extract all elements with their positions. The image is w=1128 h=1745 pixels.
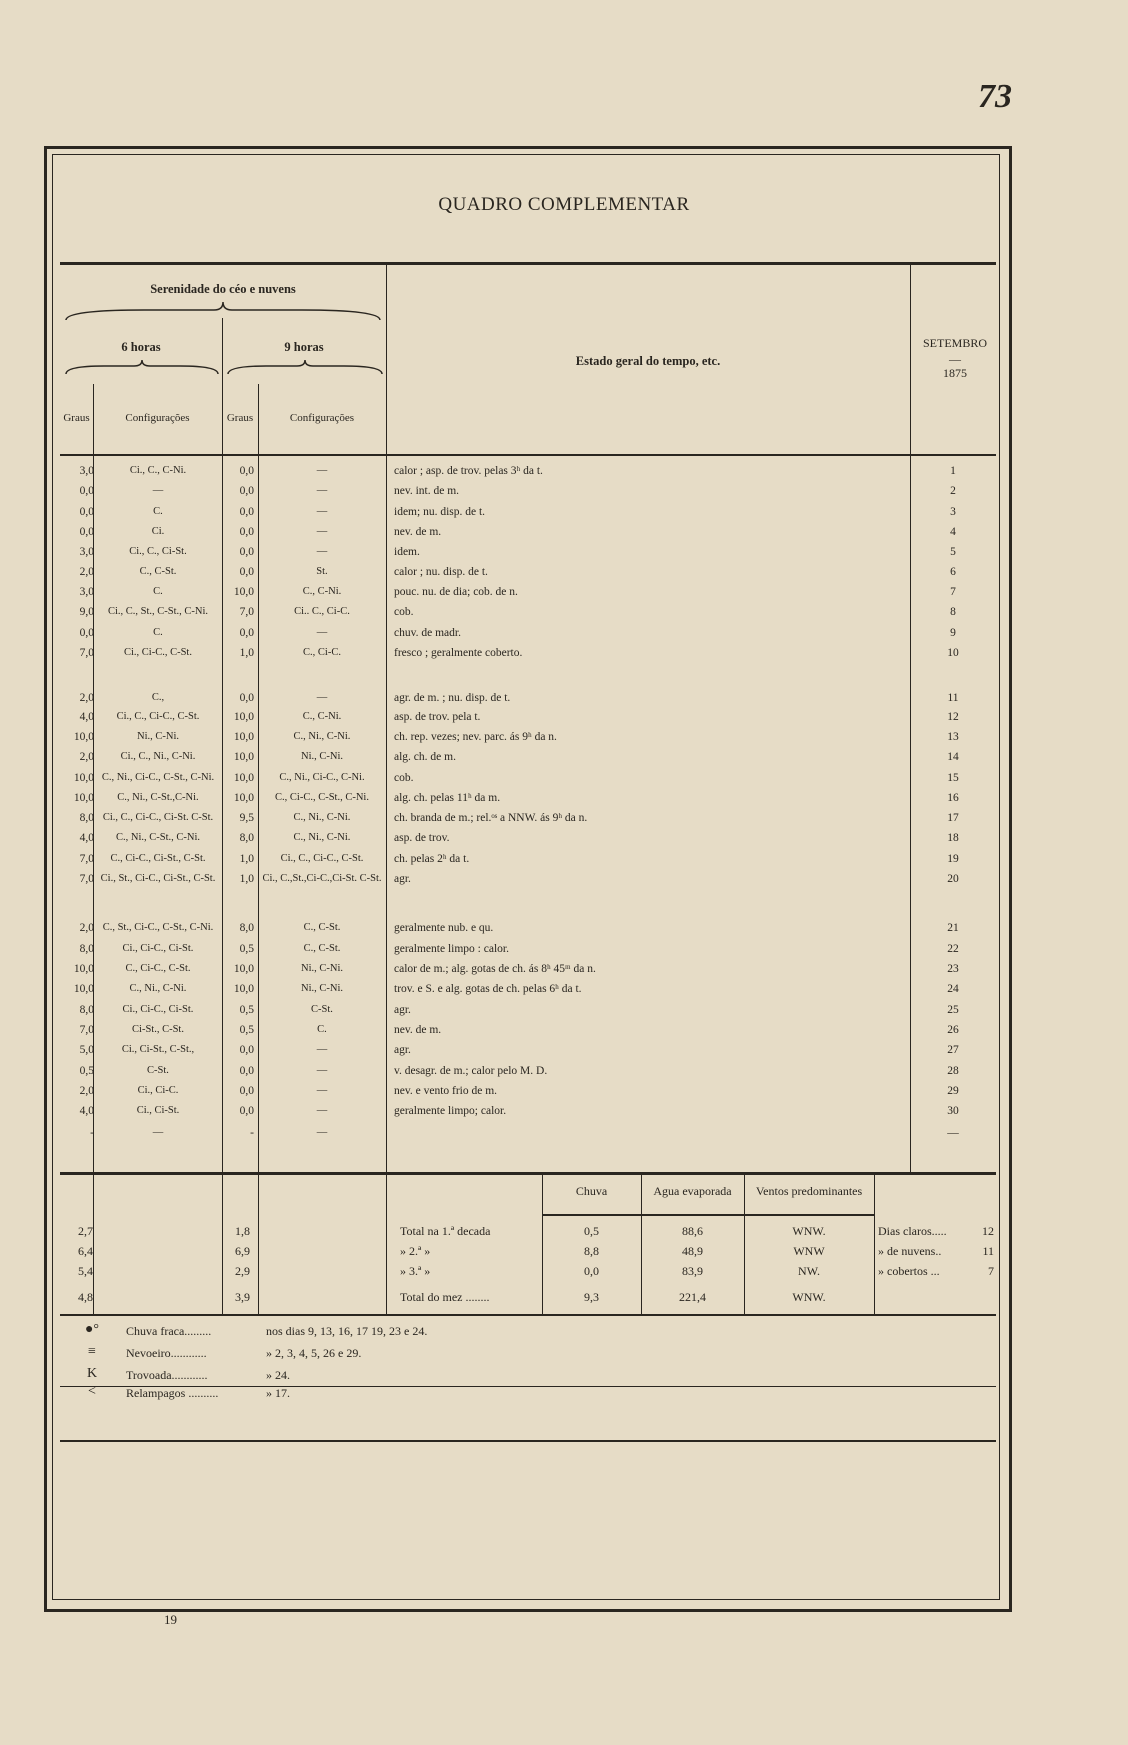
table-row bbox=[60, 623, 996, 643]
sum-graus-6h: 2,7 bbox=[78, 1224, 93, 1238]
config-9h: C., C-St. bbox=[303, 943, 341, 954]
table-row bbox=[60, 707, 996, 727]
graus-6h: 4,0 bbox=[79, 1105, 94, 1117]
day-number: 21 bbox=[947, 922, 959, 934]
estado: ch. pelas 2ʰ da t. bbox=[394, 853, 470, 865]
day-number: 17 bbox=[947, 812, 959, 824]
graus-6h: 5,0 bbox=[79, 1044, 94, 1056]
config-9h: — bbox=[316, 526, 328, 537]
config-9h: C., Ni., C-Ni. bbox=[293, 731, 351, 742]
summary-bottom-rule bbox=[60, 1314, 996, 1316]
meteor-label: Relampagos .......... bbox=[126, 1386, 219, 1400]
config-6h: Ni., C-Ni. bbox=[137, 731, 179, 742]
graus-9h: 0,0 bbox=[239, 627, 254, 639]
header-bottom-rule bbox=[60, 454, 996, 456]
day-number: 23 bbox=[947, 963, 959, 975]
graus-9h: 0,5 bbox=[239, 1024, 254, 1036]
graus-6h: 7,0 bbox=[79, 1024, 94, 1036]
graus-6h: 7,0 bbox=[79, 647, 94, 659]
table-row bbox=[60, 562, 996, 582]
header-estado: Estado geral do tempo, etc. bbox=[575, 354, 721, 368]
header-year: 1875 bbox=[943, 366, 967, 380]
graus-9h: 7,0 bbox=[239, 606, 254, 618]
config-9h: C. bbox=[317, 1024, 327, 1035]
day-number: 18 bbox=[947, 832, 959, 844]
meteor-label: Nevoeiro............ bbox=[126, 1346, 207, 1360]
config-6h: Ci., C., St., C-St., C-Ni. bbox=[107, 606, 209, 617]
graus-9h: 10,0 bbox=[233, 751, 254, 763]
graus-9h: 0,0 bbox=[239, 1105, 254, 1117]
table-row bbox=[60, 688, 996, 708]
sum-graus-9h: 1,8 bbox=[235, 1224, 250, 1238]
graus-9h: 9,5 bbox=[239, 812, 254, 824]
graus-9h: 0,0 bbox=[239, 526, 254, 538]
header-month: SETEMBRO bbox=[922, 336, 987, 350]
day-number: 24 bbox=[947, 983, 959, 995]
graus-9h: 1,0 bbox=[239, 853, 254, 865]
header-graus-6h: Graus bbox=[63, 412, 90, 424]
config-6h: C., Ci-C., C-St. bbox=[125, 963, 191, 974]
graus-9h: 10,0 bbox=[233, 731, 254, 743]
graus-6h: 10,0 bbox=[73, 792, 94, 804]
day-number: 26 bbox=[947, 1024, 959, 1036]
sum-header-agua: Agua evaporada bbox=[653, 1184, 732, 1198]
sum-dias-label: » cobertos ... bbox=[878, 1264, 940, 1278]
graus-9h: 10,0 bbox=[233, 792, 254, 804]
sum-sub-rule bbox=[542, 1214, 874, 1216]
graus-6h: 3,0 bbox=[79, 546, 94, 558]
blank-rule bbox=[60, 1440, 996, 1442]
config-6h: Ci., C., Ni., C-Ni. bbox=[120, 751, 196, 762]
sum-dias-count: 12 bbox=[982, 1224, 994, 1238]
sum-vento: NW. bbox=[798, 1264, 820, 1278]
estado: pouc. nu. de dia; cob. de n. bbox=[394, 586, 518, 598]
config-6h: Ci., Ci-C., Ci-St. bbox=[122, 1004, 194, 1015]
day-number: 6 bbox=[950, 566, 956, 578]
day-number: 1 bbox=[950, 465, 956, 477]
graus-6h: 2,0 bbox=[79, 692, 94, 704]
graus-9h: 10,0 bbox=[233, 963, 254, 975]
estado: ch. branda de m.; rel.ᵒˢ a NNW. ás 9ʰ da n. bbox=[394, 812, 588, 824]
day-number: 2 bbox=[950, 485, 956, 497]
table-row bbox=[60, 768, 996, 788]
page-number: 73 bbox=[978, 78, 1012, 115]
meteor-symbol-icon: < bbox=[88, 1384, 96, 1399]
estado: nev. de m. bbox=[394, 1024, 442, 1036]
table-row bbox=[60, 542, 996, 562]
estado: agr. de m. ; nu. disp. de t. bbox=[394, 692, 511, 704]
config-9h: — bbox=[316, 1127, 328, 1138]
header-top-rule bbox=[60, 262, 996, 265]
config-6h: Ci. bbox=[151, 526, 165, 537]
table-row bbox=[60, 522, 996, 542]
config-6h: Ci-St., C-St. bbox=[132, 1024, 184, 1035]
config-9h: Ni., C-Ni. bbox=[301, 983, 343, 994]
meteor-symbol-icon: ●° bbox=[84, 1322, 100, 1337]
sum-graus-6h: 6,4 bbox=[78, 1244, 93, 1258]
config-6h: Ci., Ci-St., C-St., bbox=[121, 1044, 195, 1055]
day-number: 8 bbox=[950, 606, 956, 618]
estado: v. desagr. de m.; calor pelo M. D. bbox=[394, 1065, 548, 1077]
config-9h: — bbox=[316, 546, 328, 557]
config-6h: — bbox=[152, 1127, 164, 1138]
estado: chuv. de madr. bbox=[394, 627, 461, 639]
estado: agr. bbox=[394, 1004, 411, 1016]
sum-agua: 48,9 bbox=[682, 1244, 703, 1258]
config-9h: — bbox=[316, 506, 328, 517]
config-9h: St. bbox=[316, 566, 328, 577]
graus-9h: 10,0 bbox=[233, 586, 254, 598]
day-number: 15 bbox=[947, 772, 959, 784]
estado: calor ; nu. disp. de t. bbox=[394, 566, 488, 578]
sum-header-ventos: Ventos predominantes bbox=[755, 1184, 863, 1198]
day-number: — bbox=[947, 1127, 959, 1139]
graus-9h: 10,0 bbox=[233, 772, 254, 784]
config-9h: — bbox=[316, 692, 328, 703]
graus-9h: 0,0 bbox=[239, 1065, 254, 1077]
config-6h: C., C-St. bbox=[139, 566, 177, 577]
config-6h: C., Ni., Ci-C., C-St., C-Ni. bbox=[101, 772, 215, 783]
table-row bbox=[60, 828, 996, 848]
table-row bbox=[60, 918, 996, 938]
graus-9h: 10,0 bbox=[233, 983, 254, 995]
day-number: 25 bbox=[947, 1004, 959, 1016]
table-row bbox=[60, 502, 996, 522]
graus-9h: 0,0 bbox=[239, 485, 254, 497]
config-6h: Ci., Ci-St. bbox=[136, 1105, 180, 1116]
sum-graus-9h: 2,9 bbox=[235, 1264, 250, 1278]
table-row bbox=[60, 582, 996, 602]
graus-6h: 3,0 bbox=[79, 586, 94, 598]
day-number: 22 bbox=[947, 943, 959, 955]
config-6h: Ci., C., C-Ni. bbox=[129, 465, 187, 476]
header-9-horas: 9 horas bbox=[284, 340, 324, 354]
graus-9h: 0,0 bbox=[239, 692, 254, 704]
day-number: 14 bbox=[947, 751, 959, 763]
table-row bbox=[60, 747, 996, 767]
meteor-days: » 24. bbox=[266, 1368, 290, 1382]
estado: calor de m.; alg. gotas de ch. ás 8ʰ 45ᵐ da n. bbox=[394, 963, 596, 975]
graus-6h: 4,0 bbox=[79, 832, 94, 844]
graus-9h: 0,0 bbox=[239, 465, 254, 477]
estado: cob. bbox=[394, 606, 414, 618]
sum-col-rule bbox=[93, 1175, 94, 1315]
sum-dias-count: 11 bbox=[982, 1244, 994, 1258]
graus-6h: 0,0 bbox=[79, 627, 94, 639]
estado: geralmente nub. e qu. bbox=[394, 922, 494, 934]
sum-graus-9h: 3,9 bbox=[235, 1290, 250, 1304]
graus-6h: 4,0 bbox=[79, 711, 94, 723]
graus-6h: 2,0 bbox=[79, 922, 94, 934]
config-9h: C., Ni., Ci-C., C-Ni. bbox=[279, 772, 365, 783]
brace-6h bbox=[64, 360, 220, 376]
sum-label: Total do mez ........ bbox=[400, 1290, 490, 1304]
sum-vento: WNW bbox=[793, 1244, 825, 1258]
meteor-days: » 17. bbox=[266, 1386, 290, 1400]
day-number: 27 bbox=[947, 1044, 959, 1056]
table-row bbox=[60, 481, 996, 501]
config-9h: Ni., C-Ni. bbox=[301, 751, 343, 762]
graus-6h: 10,0 bbox=[73, 772, 94, 784]
estado: asp. de trov. pela t. bbox=[394, 711, 481, 723]
day-number: 20 bbox=[947, 873, 959, 885]
day-number: 9 bbox=[950, 627, 956, 639]
graus-6h: 10,0 bbox=[73, 731, 94, 743]
graus-9h: 8,0 bbox=[239, 832, 254, 844]
sum-chuva: 9,3 bbox=[584, 1290, 599, 1304]
config-6h: — bbox=[152, 485, 164, 496]
day-number: 3 bbox=[950, 506, 956, 518]
graus-9h: 0,5 bbox=[239, 1004, 254, 1016]
config-9h: — bbox=[316, 1044, 328, 1055]
config-6h: C. bbox=[153, 506, 163, 517]
sum-agua: 221,4 bbox=[679, 1290, 706, 1304]
graus-6h: 0,5 bbox=[79, 1065, 94, 1077]
graus-9h: 0,0 bbox=[239, 1085, 254, 1097]
config-6h: C., St., Ci-C., C-St., C-Ni. bbox=[102, 922, 214, 933]
graus-9h: 10,0 bbox=[233, 711, 254, 723]
config-6h: C. bbox=[153, 586, 163, 597]
sum-header-chuva: Chuva bbox=[575, 1184, 608, 1198]
config-6h: Ci., Ci-C., Ci-St. bbox=[122, 943, 194, 954]
sum-agua: 88,6 bbox=[682, 1224, 703, 1238]
footer-number: 19 bbox=[164, 1612, 177, 1627]
graus-6h: 8,0 bbox=[79, 812, 94, 824]
meteor-days: » 2, 3, 4, 5, 26 e 29. bbox=[266, 1346, 362, 1360]
sum-vento: WNW. bbox=[792, 1290, 826, 1304]
graus-6h: - bbox=[90, 1127, 94, 1139]
estado: nev. e vento frio de m. bbox=[394, 1085, 498, 1097]
meteor-symbol-icon: ≡ bbox=[88, 1344, 96, 1359]
estado: idem. bbox=[394, 546, 420, 558]
sum-chuva: 0,0 bbox=[584, 1264, 599, 1278]
graus-6h: 2,0 bbox=[79, 1085, 94, 1097]
sum-chuva: 0,5 bbox=[584, 1224, 599, 1238]
meteor-label: Trovoada............ bbox=[126, 1368, 208, 1382]
sum-graus-6h: 5,4 bbox=[78, 1264, 93, 1278]
config-9h: Ci.. C., Ci-C. bbox=[294, 606, 350, 617]
day-number: 5 bbox=[950, 546, 956, 558]
table-row bbox=[60, 849, 996, 869]
serenity-brace bbox=[64, 300, 382, 322]
graus-9h: 0,5 bbox=[239, 943, 254, 955]
graus-6h: 0,0 bbox=[79, 485, 94, 497]
config-9h: — bbox=[316, 1105, 328, 1116]
estado: geralmente limpo : calor. bbox=[394, 943, 509, 955]
summary-top-rule bbox=[60, 1172, 996, 1175]
config-9h: — bbox=[316, 1065, 328, 1076]
graus-9h: 0,0 bbox=[239, 566, 254, 578]
graus-6h: 10,0 bbox=[73, 983, 94, 995]
estado: alg. ch. pelas 11ʰ da m. bbox=[394, 792, 501, 804]
table-row bbox=[60, 461, 996, 481]
graus-9h: 1,0 bbox=[239, 647, 254, 659]
table-row bbox=[60, 869, 996, 889]
graus-6h: 2,0 bbox=[79, 566, 94, 578]
table-row bbox=[60, 1000, 996, 1020]
config-6h: Ci., C., Ci-C., Ci-St. C-St. bbox=[102, 812, 214, 823]
sum-graus-9h: 6,9 bbox=[235, 1244, 250, 1258]
config-6h: C. bbox=[153, 627, 163, 638]
config-6h: Ci., Ci-C., C-St. bbox=[124, 647, 192, 658]
config-9h: C., Ni., C-Ni. bbox=[293, 812, 351, 823]
sum-chuva: 8,8 bbox=[584, 1244, 599, 1258]
day-number: 16 bbox=[947, 792, 959, 804]
brace-9h bbox=[226, 360, 384, 376]
estado: agr. bbox=[394, 873, 411, 885]
sum-graus-6h: 4,8 bbox=[78, 1290, 93, 1304]
sum-dias-label: Dias claros..... bbox=[878, 1224, 947, 1238]
graus-9h: 0,0 bbox=[239, 506, 254, 518]
config-6h: C., bbox=[151, 692, 165, 703]
graus-9h: - bbox=[250, 1127, 254, 1139]
config-6h: C., Ni., C-St., C-Ni. bbox=[115, 832, 200, 843]
serenity-header: Serenidade do céo e nuvens bbox=[150, 282, 296, 296]
day-number: 4 bbox=[950, 526, 956, 538]
day-number: 30 bbox=[947, 1105, 959, 1117]
estado: fresco ; geralmente coberto. bbox=[394, 647, 523, 659]
header-dash: — bbox=[949, 352, 961, 366]
estado: calor ; asp. de trov. pelas 3ʰ da t. bbox=[394, 465, 543, 477]
day-number: 29 bbox=[947, 1085, 959, 1097]
table-row bbox=[60, 602, 996, 622]
header-config-6h: Configurações bbox=[125, 412, 190, 424]
config-6h: C., Ni., C-St.,C-Ni. bbox=[117, 792, 199, 803]
graus-9h: 0,0 bbox=[239, 1044, 254, 1056]
graus-6h: 8,0 bbox=[79, 943, 94, 955]
graus-9h: 0,0 bbox=[239, 546, 254, 558]
config-9h: Ci., C., Ci-C., C-St. bbox=[280, 853, 364, 864]
config-6h: C-St. bbox=[147, 1065, 169, 1076]
table-row bbox=[60, 643, 996, 663]
config-6h: Ci., Ci-C. bbox=[137, 1085, 179, 1096]
sum-col-rule bbox=[874, 1175, 875, 1315]
graus-6h: 0,0 bbox=[79, 506, 94, 518]
config-9h: — bbox=[316, 485, 328, 496]
table-row bbox=[60, 1123, 996, 1143]
graus-6h: 10,0 bbox=[73, 963, 94, 975]
graus-6h: 0,0 bbox=[79, 526, 94, 538]
day-number: 19 bbox=[947, 853, 959, 865]
config-9h: Ni., C-Ni. bbox=[301, 963, 343, 974]
table-row bbox=[60, 1040, 996, 1060]
config-6h: C., Ci-C., Ci-St., C-St. bbox=[110, 853, 206, 864]
config-6h: C., Ni., C-Ni. bbox=[129, 983, 187, 994]
config-6h: Ci., St., Ci-C., Ci-St., C-St. bbox=[100, 873, 216, 884]
table-row bbox=[60, 1101, 996, 1121]
table-row bbox=[60, 1020, 996, 1040]
table-row bbox=[60, 727, 996, 747]
meteor-symbol-icon: K bbox=[86, 1366, 98, 1381]
config-9h: C., Ci-C. bbox=[303, 647, 341, 658]
config-9h: — bbox=[316, 627, 328, 638]
graus-9h: 8,0 bbox=[239, 922, 254, 934]
sum-vento: WNW. bbox=[792, 1224, 826, 1238]
table-row bbox=[60, 808, 996, 828]
config-9h: C., C-Ni. bbox=[302, 586, 342, 597]
meteor-days: nos dias 9, 13, 16, 17 19, 23 e 24. bbox=[266, 1324, 428, 1338]
day-number: 11 bbox=[947, 692, 959, 704]
config-9h: C-St. bbox=[311, 1004, 333, 1015]
config-9h: Ci., C.,St.,Ci-C.,Ci-St. C-St. bbox=[262, 873, 382, 884]
estado: nev. int. de m. bbox=[394, 485, 460, 497]
config-9h: C., C-Ni. bbox=[302, 711, 342, 722]
sum-col-rule bbox=[386, 1175, 387, 1315]
page-title: QUADRO COMPLEMENTAR bbox=[438, 194, 690, 215]
graus-6h: 7,0 bbox=[79, 853, 94, 865]
table-row bbox=[60, 788, 996, 808]
sum-dias-count: 7 bbox=[988, 1264, 994, 1278]
table-row bbox=[60, 1061, 996, 1081]
table-row bbox=[60, 959, 996, 979]
header-graus-9h: Graus bbox=[226, 412, 254, 424]
estado: trov. e S. e alg. gotas de ch. pelas 6ʰ da t. bbox=[394, 983, 582, 995]
estado: ch. rep. vezes; nev. parc. ás 9ʰ da n. bbox=[394, 731, 557, 743]
day-number: 12 bbox=[947, 711, 959, 723]
estado: cob. bbox=[394, 772, 414, 784]
graus-9h: 1,0 bbox=[239, 873, 254, 885]
config-9h: — bbox=[316, 465, 328, 476]
estado: alg. ch. de m. bbox=[394, 751, 456, 763]
config-6h: Ci., C., Ci-St. bbox=[129, 546, 187, 557]
day-number: 28 bbox=[947, 1065, 959, 1077]
graus-6h: 2,0 bbox=[79, 751, 94, 763]
sum-label: Total na 1.ª decada bbox=[400, 1224, 491, 1238]
estado: idem; nu. disp. de t. bbox=[394, 506, 486, 518]
table-row bbox=[60, 1081, 996, 1101]
day-number: 7 bbox=[950, 586, 956, 598]
graus-6h: 8,0 bbox=[79, 1004, 94, 1016]
estado: agr. bbox=[394, 1044, 411, 1056]
day-number: 10 bbox=[947, 647, 959, 659]
sum-dias-label: » de nuvens.. bbox=[878, 1244, 942, 1258]
estado: asp. de trov. bbox=[394, 832, 450, 844]
config-9h: C., Ci-C., C-St., C-Ni. bbox=[275, 792, 369, 803]
table-row bbox=[60, 979, 996, 999]
sum-label: » 2.ª » bbox=[400, 1244, 431, 1258]
meteor-label: Chuva fraca......... bbox=[126, 1324, 212, 1338]
estado: geralmente limpo; calor. bbox=[394, 1105, 507, 1117]
header-config-9h: Configurações bbox=[289, 412, 355, 424]
header-6-horas: 6 horas bbox=[121, 340, 161, 354]
config-9h: C., Ni., C-Ni. bbox=[293, 832, 351, 843]
estado: nev. de m. bbox=[394, 526, 442, 538]
table-row bbox=[60, 939, 996, 959]
sum-label: » 3.ª » bbox=[400, 1264, 431, 1278]
graus-6h: 3,0 bbox=[79, 465, 94, 477]
config-9h: — bbox=[316, 1085, 328, 1096]
config-9h: C., C-St. bbox=[303, 922, 341, 933]
config-6h: Ci., C., Ci-C., C-St. bbox=[116, 711, 200, 722]
graus-6h: 9,0 bbox=[79, 606, 94, 618]
sum-col-rule bbox=[258, 1175, 259, 1315]
sum-agua: 83,9 bbox=[682, 1264, 703, 1278]
graus-6h: 7,0 bbox=[79, 873, 94, 885]
day-number: 13 bbox=[947, 731, 959, 743]
